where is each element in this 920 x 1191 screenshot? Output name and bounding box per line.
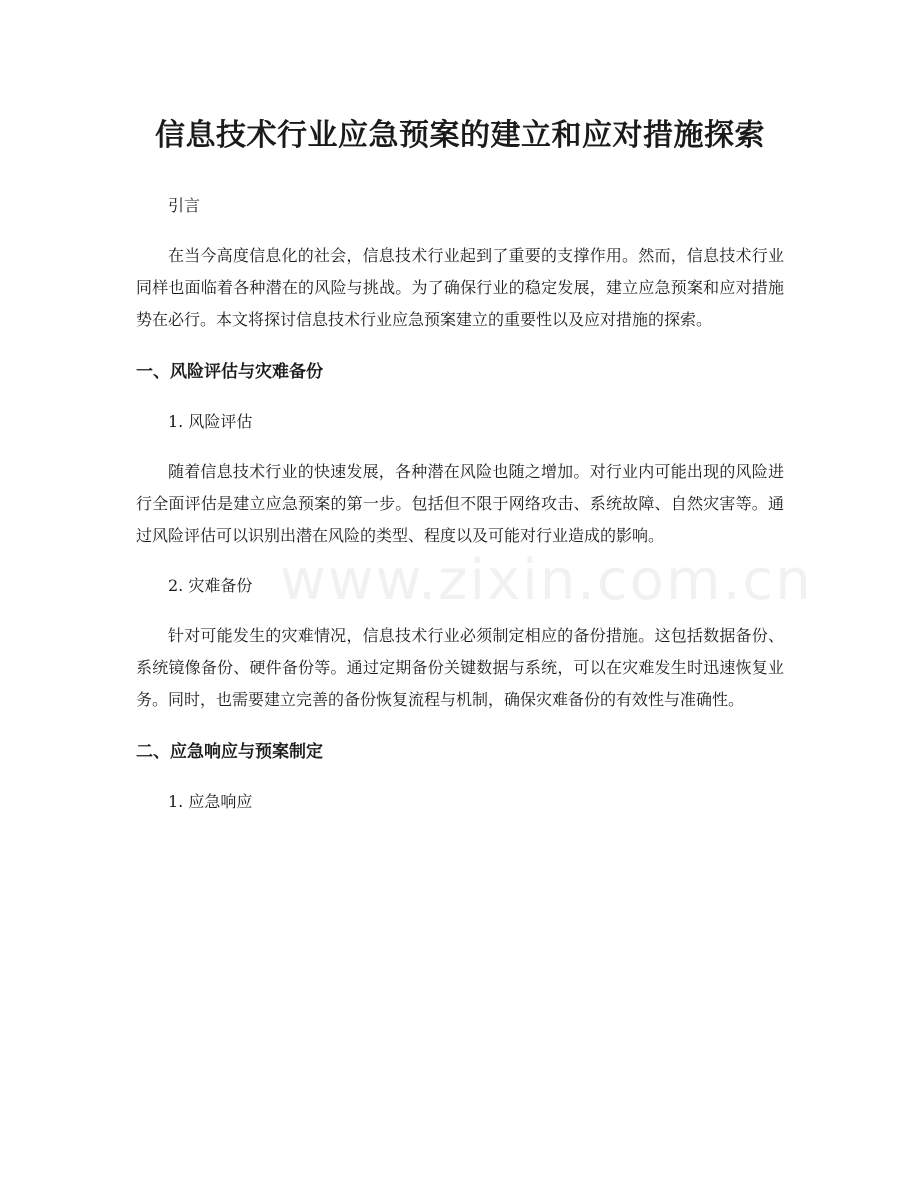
intro-label: 引言: [168, 196, 201, 215]
section-1-1-label: 1. 风险评估: [168, 412, 253, 431]
section-1-1-paragraph: 随着信息技术行业的快速发展，各种潜在风险也随之增加。对行业内可能出现的风险进行全面评估是建立应急预案的第一步。包括但不限于网络攻击、系统故障、自然灾害等。通过风险评估可以识别出潜在风险的类型、程度以及可能对行业造成的影响。: [136, 462, 784, 545]
document-title: 信息技术行业应急预案的建立和应对措施探索: [155, 118, 765, 153]
section-2-1-label: 1. 应急响应: [168, 792, 253, 811]
watermark: www.zixin.com.cn: [280, 548, 813, 613]
section-1-2-label: 2. 灾难备份: [168, 576, 253, 595]
intro-paragraph: 在当今高度信息化的社会，信息技术行业起到了重要的支撑作用。然而，信息技术行业同样也面临着各种潜在的风险与挑战。为了确保行业的稳定发展，建立应急预案和应对措施势在必行。本文将探讨信息技术行业应急预案建立的重要性以及应对措施的探索。: [136, 246, 784, 329]
section-1-heading: 一、风险评估与灾难备份: [136, 362, 323, 382]
section-2-heading: 二、应急响应与预案制定: [136, 742, 323, 762]
section-1-2-paragraph: 针对可能发生的灾难情况，信息技术行业必须制定相应的备份措施。这包括数据备份、系统镜像备份、硬件备份等。通过定期备份关键数据与系统，可以在灾难发生时迅速恢复业务。同时，也需要建立完善的备份恢复流程与机制，确保灾难备份的有效性与准确性。: [136, 626, 784, 709]
